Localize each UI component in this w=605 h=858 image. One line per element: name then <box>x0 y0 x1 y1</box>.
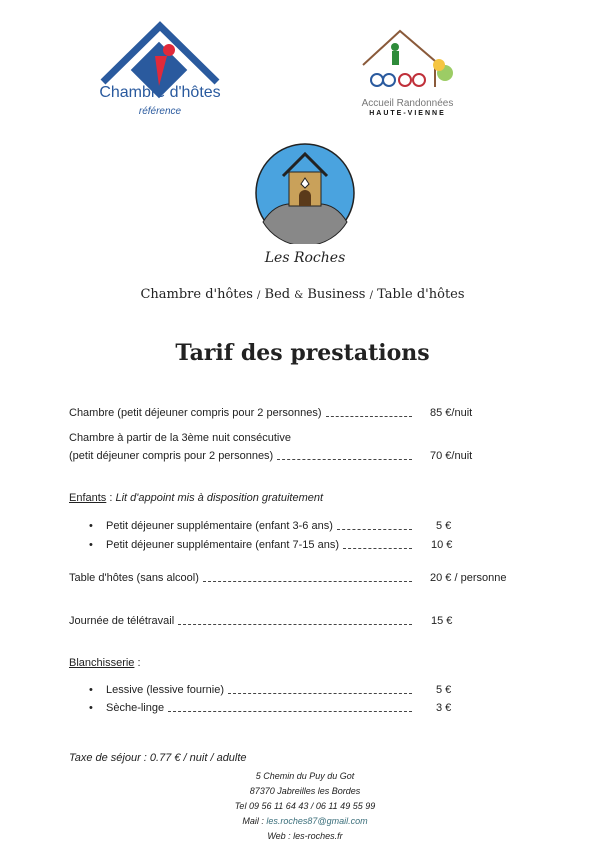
blanchisserie-row <box>106 684 412 697</box>
subtitle <box>0 287 605 302</box>
rate-row <box>69 407 412 420</box>
subtitle-table: Table d'hôtes <box>377 287 465 302</box>
item-price: 10 € <box>431 539 453 551</box>
address-line1: 5 Chemin du Puy du Got <box>255 771 355 781</box>
item-label: Petit déjeuner supplémentaire (enfant 3-6 ans) <box>106 520 333 532</box>
item-label: Sèche-linge <box>106 702 165 714</box>
mail-label: Mail : <box>242 816 267 826</box>
page-title: Tarif des prestations <box>175 340 430 366</box>
separator: / <box>257 290 261 301</box>
leader-line <box>337 529 412 530</box>
logo-subtext: HAUTE-VIENNE <box>369 110 446 117</box>
bullet: • <box>89 702 93 714</box>
logo-subtext: référence <box>138 106 182 117</box>
phone: Tel 09 56 11 64 43 / 06 11 49 55 99 <box>234 801 376 811</box>
logo-text: Chambre d'hôtes <box>99 84 221 101</box>
leader-line <box>326 416 412 417</box>
table-hotes-row <box>69 572 412 585</box>
item-price: 5 € <box>436 684 452 696</box>
enfants-heading: Enfants <box>69 492 107 504</box>
teletravail-row <box>69 615 412 628</box>
rate-label: (petit déjeuner compris pour 2 personnes) <box>69 450 274 462</box>
house-on-rock-icon <box>255 142 355 244</box>
item-label: Lessive (lessive fournie) <box>106 684 224 696</box>
bullet: • <box>89 520 93 532</box>
leader-line <box>228 693 412 694</box>
enfants-note: Lit d'appoint mis à disposition gratuitement <box>115 492 324 504</box>
enfants-row <box>106 520 412 533</box>
blanchisserie-heading: Blanchisserie <box>69 657 135 669</box>
subtitle-chambre: Chambre d'hôtes <box>140 287 253 302</box>
footer-address <box>170 769 440 844</box>
rate-label-line1: Chambre à partir de la 3ème nuit consécutive <box>69 432 291 444</box>
accueil-randonnees-logo <box>355 25 460 120</box>
blanchisserie-section: Blanchisserie : <box>69 657 141 669</box>
blanchisserie-row <box>106 702 412 715</box>
ampersand: & <box>294 290 304 301</box>
subtitle-bed: Bed <box>264 287 291 302</box>
logo-text: Accueil Randonnées <box>361 98 454 109</box>
item-price: 15 € <box>431 615 453 627</box>
item-price: 20 € / personne <box>430 572 507 584</box>
subtitle-business: Business <box>307 287 366 302</box>
rate-price: 85 €/nuit <box>430 407 473 419</box>
rate-row <box>69 450 412 463</box>
enfants-row <box>106 539 412 552</box>
hiker-house-icon <box>355 25 460 95</box>
item-label: Table d'hôtes (sans alcool) <box>69 572 199 584</box>
les-roches-name: Les Roches <box>264 250 346 266</box>
leader-line <box>343 548 412 549</box>
taxe-sejour: Taxe de séjour : 0.77 € / nuit / adulte <box>69 752 247 764</box>
address-line2: 87370 Jabreilles les Bordes <box>249 786 361 796</box>
leader-line <box>203 581 412 582</box>
rate-label: Chambre (petit déjeuner compris pour 2 personnes) <box>69 407 322 419</box>
website: Web : les-roches.fr <box>267 831 343 841</box>
email-link[interactable]: les.roches87@gmail.com <box>266 816 368 826</box>
rate-price: 70 €/nuit <box>430 450 473 462</box>
leader-line <box>277 459 412 460</box>
item-label: Petit déjeuner supplémentaire (enfant 7-15 ans) <box>106 539 339 551</box>
separator: / <box>369 290 373 301</box>
enfants-section: Enfants : Lit d'appoint mis à disposition gratuitement <box>69 492 324 504</box>
bullet: • <box>89 539 93 551</box>
item-label: Journée de télétravail <box>69 615 175 627</box>
item-price: 5 € <box>436 520 452 532</box>
mail-line <box>170 814 440 829</box>
les-roches-logo <box>255 142 355 272</box>
item-price: 3 € <box>436 702 452 714</box>
chambre-hotes-logo <box>95 20 225 130</box>
bullet: • <box>89 684 93 696</box>
leader-line <box>168 711 412 712</box>
leader-line <box>178 624 412 625</box>
